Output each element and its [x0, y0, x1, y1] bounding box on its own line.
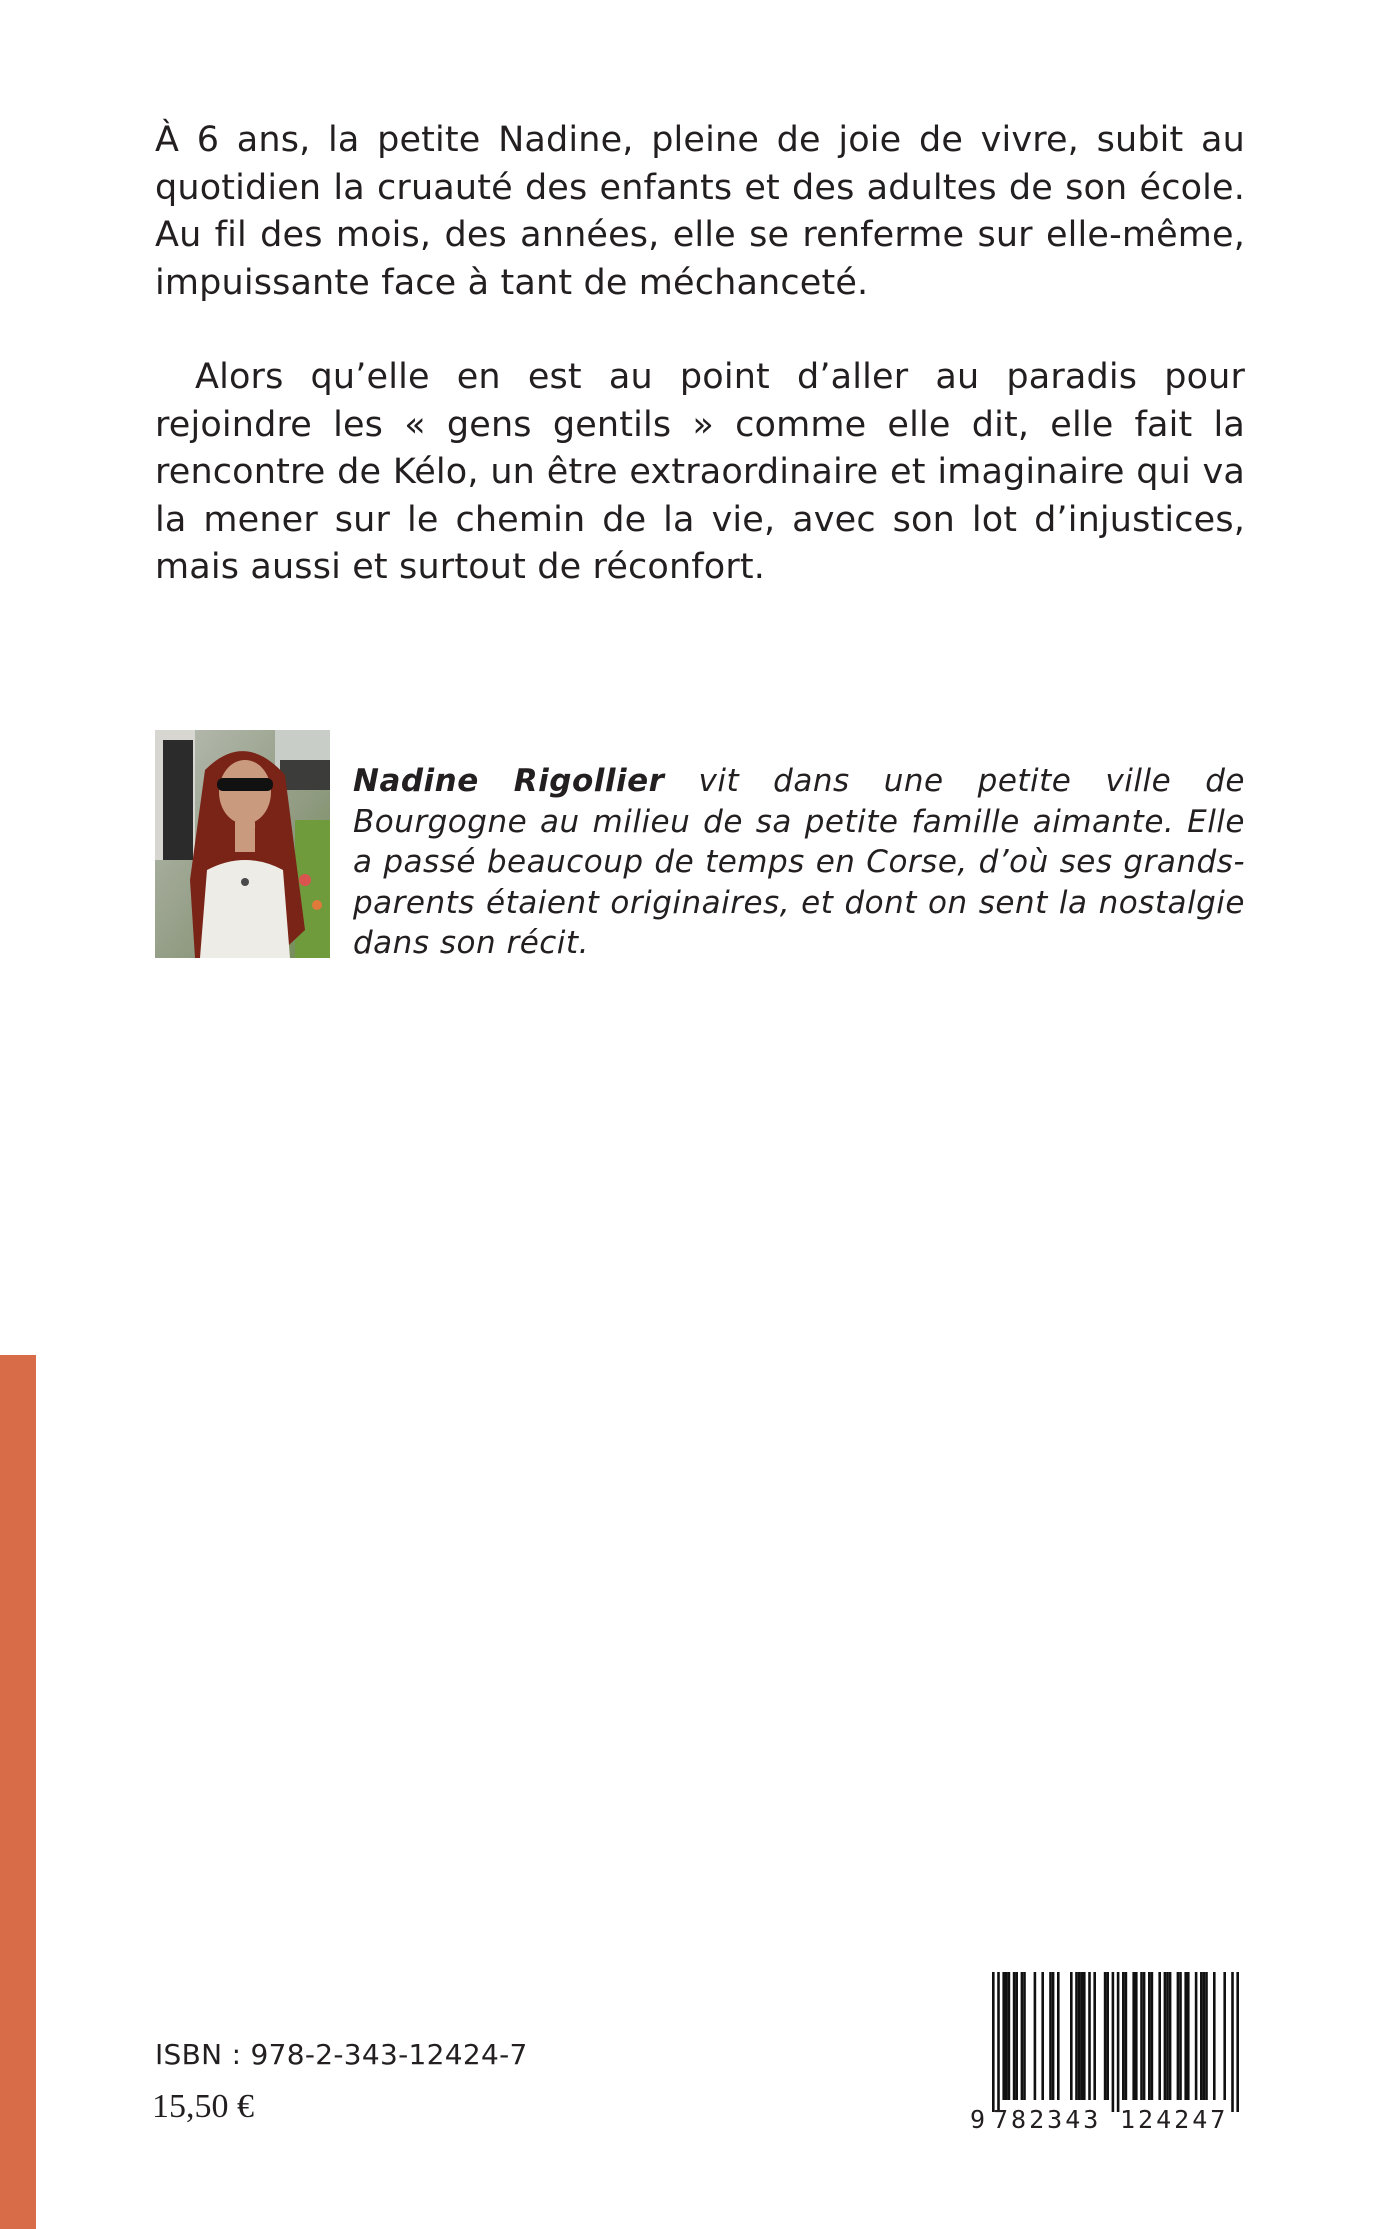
barcode-bar — [1070, 1972, 1073, 2100]
barcode-bar — [1140, 1972, 1143, 2100]
barcode-bar — [1151, 1972, 1154, 2100]
barcode-bar — [1177, 1972, 1180, 2100]
barcode-bar — [1195, 1972, 1198, 2100]
barcode-bar — [1205, 1972, 1208, 2100]
barcode-bar — [1041, 1972, 1044, 2100]
barcode-bar — [1080, 1972, 1083, 2100]
barcode-bar — [1075, 1972, 1078, 2100]
barcode-digit-lead: 9 — [970, 2105, 986, 2132]
barcode-bar — [1169, 1972, 1172, 2100]
barcode-digits-left: 782343 — [993, 2105, 1102, 2132]
barcode-bar — [1057, 1972, 1060, 2100]
author-bio-text: vit dans une petite ville de Bourgogne au milieu de sa petite famille aimante. Elle a passé beaucoup de temps en Corse, d’où ses grands-parents étaient originaires, et dont on sent la nostalgie dans son récit. — [353, 763, 1245, 961]
author-section — [155, 730, 1245, 960]
blurb-paragraph-1: À 6 ans, la petite Nadine, pleine de joie de vivre, subit au quotidien la cruauté des enfants et des adultes de son école. Au fil des mois, des années, elle se renferme sur elle-même, impuissante face à tant de méchanceté. — [155, 120, 1245, 303]
barcode-bar — [1187, 1972, 1190, 2100]
barcode-bar — [1223, 1972, 1226, 2100]
barcode-bar — [992, 1972, 995, 2112]
barcode-bar — [1125, 1972, 1128, 2100]
barcode-bar — [1236, 1972, 1239, 2112]
barcode-bar — [1135, 1972, 1138, 2100]
barcode-bar — [1143, 1972, 1146, 2100]
author-name: Nadine Rigollier — [353, 763, 665, 799]
accent-bar — [0, 1355, 36, 2229]
back-cover-blurb — [155, 117, 1245, 592]
price: 15,50 € — [152, 2088, 254, 2125]
barcode-bar — [1013, 1972, 1016, 2100]
author-photo — [155, 730, 330, 958]
barcode-bar — [1200, 1972, 1203, 2100]
barcode-bar — [1015, 1972, 1018, 2100]
barcode-bar — [1112, 1972, 1115, 2112]
barcode-bar — [1164, 1972, 1167, 2100]
barcode — [970, 1972, 1245, 2132]
barcode-bar — [1008, 1972, 1011, 2100]
barcode-bar — [1179, 1972, 1182, 2100]
barcode-bar — [1231, 1972, 1234, 2112]
barcode-bar — [1021, 1972, 1024, 2100]
blurb-paragraph-2: Alors qu’elle en est au point d’aller au paradis pour rejoindre les « gens gentils » comme elle dit, elle fait la rencontre de Kélo, un être extraordinaire et imaginaire qui va la mener sur le chemin de la vie, avec son lot d’injustices, mais aussi et surtout de réconfort. — [155, 357, 1245, 587]
barcode-bar — [1088, 1972, 1091, 2100]
author-bio — [353, 761, 1245, 964]
barcode-bar — [1093, 1972, 1096, 2100]
barcode-bar — [1005, 1972, 1008, 2100]
barcode-bar — [1106, 1972, 1109, 2100]
barcode-bar — [1002, 1972, 1005, 2100]
barcode-bar — [997, 1972, 1000, 2112]
barcode-bar — [1132, 1972, 1135, 2100]
barcode-bar — [1213, 1972, 1216, 2100]
barcode-bar — [1184, 1972, 1187, 2100]
barcode-bar — [1023, 1972, 1026, 2100]
barcode-bar — [1052, 1972, 1055, 2100]
barcode-bar — [1049, 1972, 1052, 2100]
barcode-bar — [1117, 1972, 1120, 2112]
barcode-bar — [1078, 1972, 1081, 2100]
barcode-bar — [1083, 1972, 1086, 2100]
barcode-bar — [1148, 1972, 1151, 2100]
barcode-bar — [1203, 1972, 1206, 2100]
barcode-bar — [1166, 1972, 1169, 2100]
barcode-digits-right: 124247 — [1120, 2105, 1229, 2132]
barcode-bar — [1104, 1972, 1107, 2100]
barcode-bar — [1122, 1972, 1125, 2100]
isbn: ISBN : 978-2-343-12424-7 — [155, 2038, 528, 2071]
barcode-bar — [1034, 1972, 1037, 2100]
barcode-bar — [1158, 1972, 1161, 2100]
